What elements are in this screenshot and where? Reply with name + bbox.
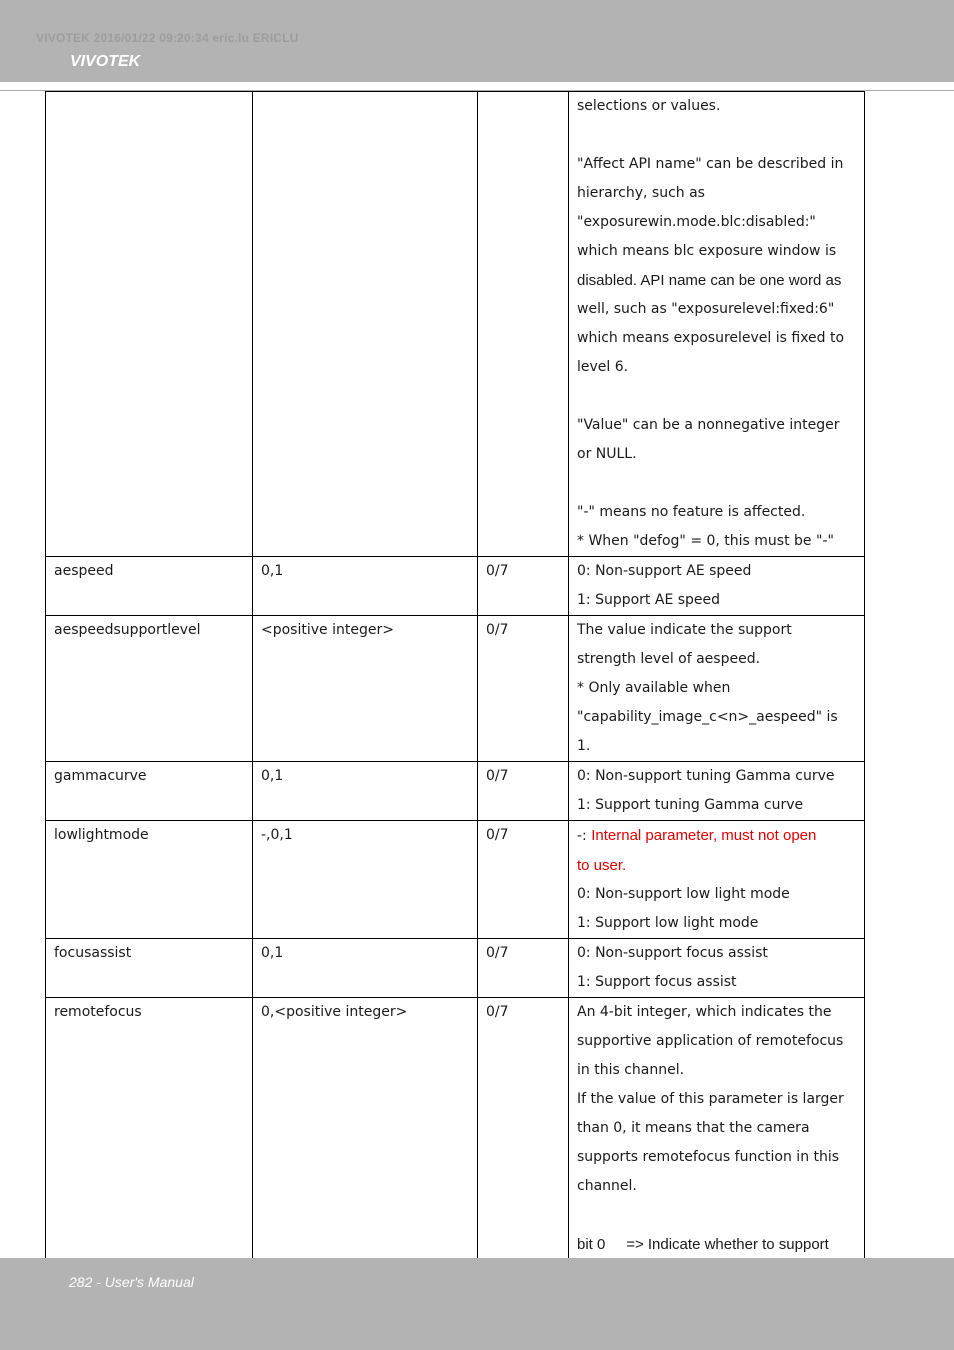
desc-line: "Affect API name" can be described in xyxy=(577,156,844,172)
desc-line: 0: Non-support low light mode xyxy=(577,886,790,902)
desc-line xyxy=(577,821,856,851)
param-security-cell: 0/7 xyxy=(478,557,569,616)
parameter-table xyxy=(45,91,865,1260)
desc-line: If the value of this parameter is larger xyxy=(577,1091,844,1107)
desc-line: * Only available when xyxy=(577,680,731,696)
param-security-cell: 0/7 xyxy=(478,616,569,762)
param-desc-cell xyxy=(569,762,865,821)
param-value-cell: 0,<positive integer> xyxy=(253,998,478,1260)
param-value-cell xyxy=(253,92,478,557)
desc-line: An 4-bit integer, which indicates the xyxy=(577,1004,832,1020)
desc-blank-line xyxy=(577,121,856,150)
desc-line: channel. xyxy=(577,1178,637,1194)
table-row xyxy=(46,762,865,821)
param-name-cell: remotefocus xyxy=(46,998,253,1260)
desc-line: "Value" can be a nonnegative integer xyxy=(577,417,840,433)
param-security-cell: 0/7 xyxy=(478,762,569,821)
brand-logo-text: VIVOTEK xyxy=(70,53,141,70)
table-row xyxy=(46,821,865,939)
desc-line: selections or values. xyxy=(577,98,721,114)
desc-blank-line xyxy=(577,382,856,411)
desc-line: well, such as "exposurelevel:fixed:6" xyxy=(577,301,835,317)
param-value-cell: -,0,1 xyxy=(253,821,478,939)
param-name-cell: focusassist xyxy=(46,939,253,998)
page-number: 282 - User's Manual xyxy=(69,1274,194,1290)
desc-line: which means blc exposure window is xyxy=(577,243,837,259)
table-row xyxy=(46,557,865,616)
internal-warning-text: Internal parameter, must not open xyxy=(591,827,817,844)
desc-line: hierarchy, such as xyxy=(577,185,705,201)
desc-line: 1: Support focus assist xyxy=(577,974,737,990)
desc-line: 0: Non-support focus assist xyxy=(577,945,768,961)
page-header xyxy=(0,0,954,82)
desc-line: supports remotefocus function in this xyxy=(577,1149,840,1165)
param-value-cell: 0,1 xyxy=(253,762,478,821)
table-row xyxy=(46,616,865,762)
param-value-cell: 0,1 xyxy=(253,557,478,616)
desc-line: * When "defog" = 0, this must be "-" xyxy=(577,533,834,549)
desc-line: 1: Support low light mode xyxy=(577,915,759,931)
desc-line: which means exposurelevel is fixed to xyxy=(577,330,845,346)
desc-line: level 6. xyxy=(577,359,629,375)
desc-line: in this channel. xyxy=(577,1062,685,1078)
table-row xyxy=(46,939,865,998)
param-desc-cell xyxy=(569,821,865,939)
desc-line: or NULL. xyxy=(577,446,637,462)
internal-warning-text: to user. xyxy=(577,857,627,874)
desc-line: bit 0 => Indicate whether to support xyxy=(577,1236,829,1253)
param-name-cell: aespeedsupportlevel xyxy=(46,616,253,762)
param-desc-cell xyxy=(569,557,865,616)
desc-line: 1: Support AE speed xyxy=(577,592,721,608)
desc-blank-line xyxy=(577,1201,856,1230)
desc-line: 1. xyxy=(577,738,591,754)
param-security-cell: 0/7 xyxy=(478,939,569,998)
param-desc-cell xyxy=(569,92,865,557)
desc-line: "exposurewin.mode.blc:disabled:" xyxy=(577,214,816,230)
table-row xyxy=(46,998,865,1260)
desc-line: 0: Non-support AE speed xyxy=(577,563,752,579)
param-desc-cell xyxy=(569,616,865,762)
desc-prefix: -: xyxy=(577,828,592,844)
page-footer xyxy=(0,1258,954,1350)
desc-line: supportive application of remotefocus xyxy=(577,1033,844,1049)
param-desc-cell xyxy=(569,939,865,998)
param-name-cell xyxy=(46,92,253,557)
param-value-cell: 0,1 xyxy=(253,939,478,998)
param-value-cell: <positive integer> xyxy=(253,616,478,762)
desc-line: "-" means no feature is affected. xyxy=(577,504,806,520)
param-desc-cell xyxy=(569,998,865,1260)
param-name-cell: lowlightmode xyxy=(46,821,253,939)
param-name-cell: aespeed xyxy=(46,557,253,616)
table-row xyxy=(46,92,865,557)
desc-line: strength level of aespeed. xyxy=(577,651,761,667)
param-security-cell: 0/7 xyxy=(478,821,569,939)
desc-line: "capability_image_c<n>_aespeed" is xyxy=(577,709,838,725)
desc-line: 0: Non-support tuning Gamma curve xyxy=(577,768,835,784)
desc-line: 1: Support tuning Gamma curve xyxy=(577,797,804,813)
desc-line: than 0, it means that the camera xyxy=(577,1120,810,1136)
param-security-cell xyxy=(478,92,569,557)
desc-line: disabled. API name can be one word as xyxy=(577,272,842,289)
param-name-cell: gammacurve xyxy=(46,762,253,821)
desc-line: The value indicate the support xyxy=(577,622,792,638)
watermark-text: VIVOTEK 2016/01/22 09:20:34 eric.lu ERICLU xyxy=(36,31,299,45)
param-security-cell: 0/7 xyxy=(478,998,569,1260)
desc-blank-line xyxy=(577,469,856,498)
